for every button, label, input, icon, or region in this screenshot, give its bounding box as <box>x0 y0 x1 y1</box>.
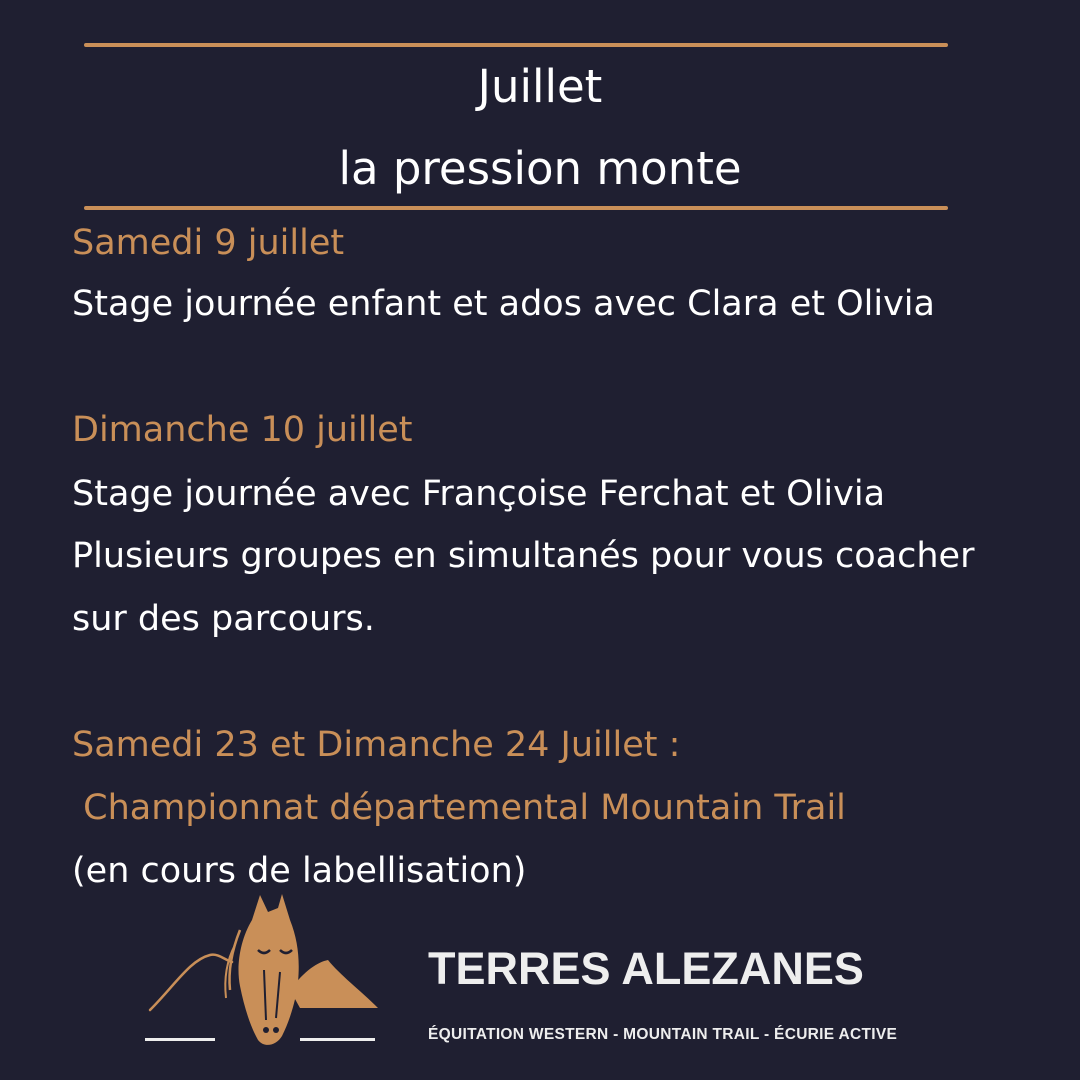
event-2-description-line-1: Stage journée avec Françoise Ferchat et Olivia <box>72 474 886 514</box>
event-3-date: Samedi 23 et Dimanche 24 Juillet : <box>72 725 681 765</box>
horse-head-mountain-icon <box>140 890 390 1055</box>
bottom-divider <box>84 206 948 210</box>
event-1-date: Samedi 9 juillet <box>72 223 345 263</box>
event-3-title: Championnat départemental Mountain Trail <box>72 788 846 828</box>
event-1-description: Stage journée enfant et ados avec Clara et Olivia <box>72 284 935 324</box>
title-month: Juillet <box>477 60 603 113</box>
brand-tagline: ÉQUITATION WESTERN - MOUNTAIN TRAIL - ÉCURIE ACTIVE <box>428 1026 898 1043</box>
event-2-description-line-2: Plusieurs groupes en simultanés pour vous coacher <box>72 536 975 576</box>
event-2-description-line-3: sur des parcours. <box>72 599 375 639</box>
title-tagline: la pression monte <box>338 142 742 195</box>
top-divider <box>84 43 948 47</box>
brand-name: TERRES ALEZANES <box>428 943 864 994</box>
event-2-date: Dimanche 10 juillet <box>72 410 413 450</box>
event-3-note: (en cours de labellisation) <box>72 851 527 891</box>
